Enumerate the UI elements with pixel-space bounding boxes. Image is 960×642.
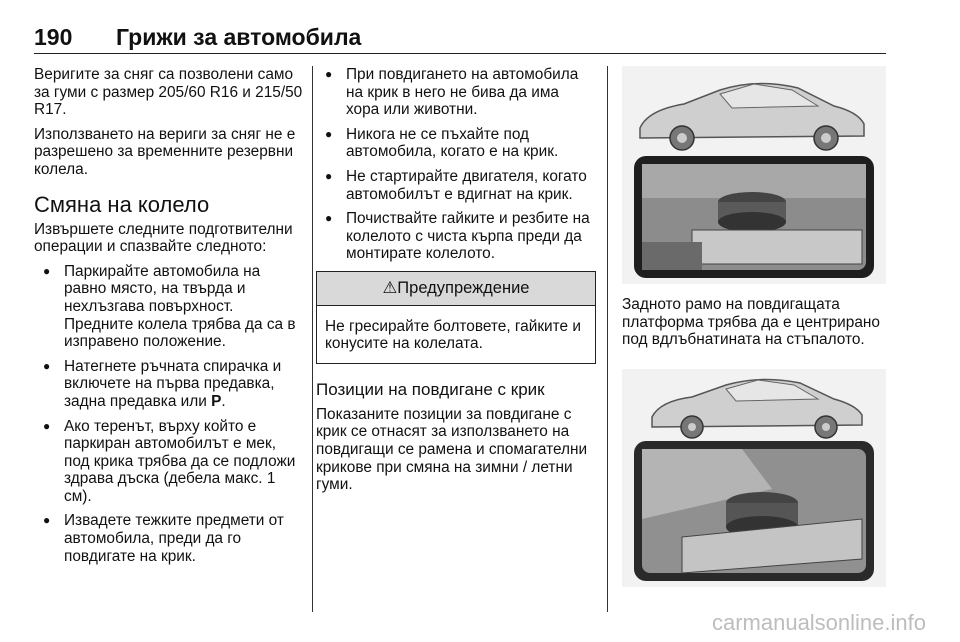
warning-header — [317, 272, 595, 306]
list-item: ● При повдигането на автомобила на крик в него не бива да има хора или животни. — [316, 66, 596, 119]
column-divider — [312, 66, 313, 612]
list-item: ● Извадете тежките предмети от автомобила, преди да го повдигате на крик. — [34, 512, 304, 565]
preparation-list — [34, 263, 304, 566]
list-item: ● Никога не се пъхайте под автомобила, когато е на крик. — [316, 126, 596, 161]
gear-p-label: P — [211, 392, 222, 410]
column-divider — [607, 66, 608, 612]
car-lift-point-icon — [622, 369, 886, 587]
snow-chains-sizes-paragraph: Веригите за сняг са позволени само за гуми с размер 205/60 R16 и 215/50 R17. — [34, 66, 303, 119]
column-left — [34, 66, 304, 572]
safety-list — [316, 66, 596, 263]
car-lift-diagram-icon — [622, 66, 886, 284]
list-item: ● Не стартирайте двигателя, когато автомобилът е вдигнат на крик. — [316, 168, 596, 203]
lift-point-illustration — [622, 369, 886, 587]
list-item — [34, 358, 304, 411]
list-item-text: Натегнете ръчната спирачка и включете на първа предавка, задна предавка или — [64, 357, 282, 410]
watermark: carmanualsonline.info — [711, 610, 926, 635]
warning-title: Предупреждение — [397, 278, 530, 297]
section-title-wheel-change: Смяна на колело — [34, 191, 210, 217]
column-middle — [316, 66, 596, 501]
jacking-points-paragraph: Показаните позиции за повдигане с крик се отнасят за използването на повдигащи се рамена и спомагателни крикове при смяна на зимни / летни гуми. — [316, 405, 588, 494]
page-title: Грижи за автомобила — [116, 24, 362, 50]
snow-chains-spare-paragraph: Използването на вериги за сняг не е разрешено за временните резервни колела. — [34, 125, 296, 178]
wheel-change-intro: Извършете следните подготвителни операции и спазвайте следното: — [34, 220, 293, 256]
list-item: ● Ако теренът, върху който е паркиран автомобилът е мек, под крика трябва да се подложи здрава дъска (дебела макс. 1 см). — [34, 418, 304, 506]
section-title-jacking-points: Позиции на повдигане с крик — [316, 379, 545, 399]
column-right — [622, 66, 886, 587]
list-item: ● Почиствайте гайките и резбите на колелото с чиста кърпа преди да монтирате колелото. — [316, 210, 596, 263]
warning-icon: ⚠ — [382, 278, 398, 297]
page-header — [34, 24, 886, 52]
warning-text: Не гресирайте болтовете, гайките и конусите на колелата. — [325, 317, 581, 353]
rear-lift-arm-illustration — [622, 66, 886, 284]
illustration-caption: Задното рамо на повдигащата платформа трябва да е центрирано под вдлъбнатината на стъпалото. — [622, 296, 880, 349]
list-item: ● Паркирайте автомобила на равно място, на твърда и нехлъзгава повърхност. Предните колела трябва да са в изправено положение. — [34, 263, 304, 351]
gear-p-suffix: . — [221, 392, 226, 410]
warning-box — [316, 271, 596, 364]
page-number: 190 — [34, 24, 73, 50]
header-divider — [34, 53, 886, 54]
